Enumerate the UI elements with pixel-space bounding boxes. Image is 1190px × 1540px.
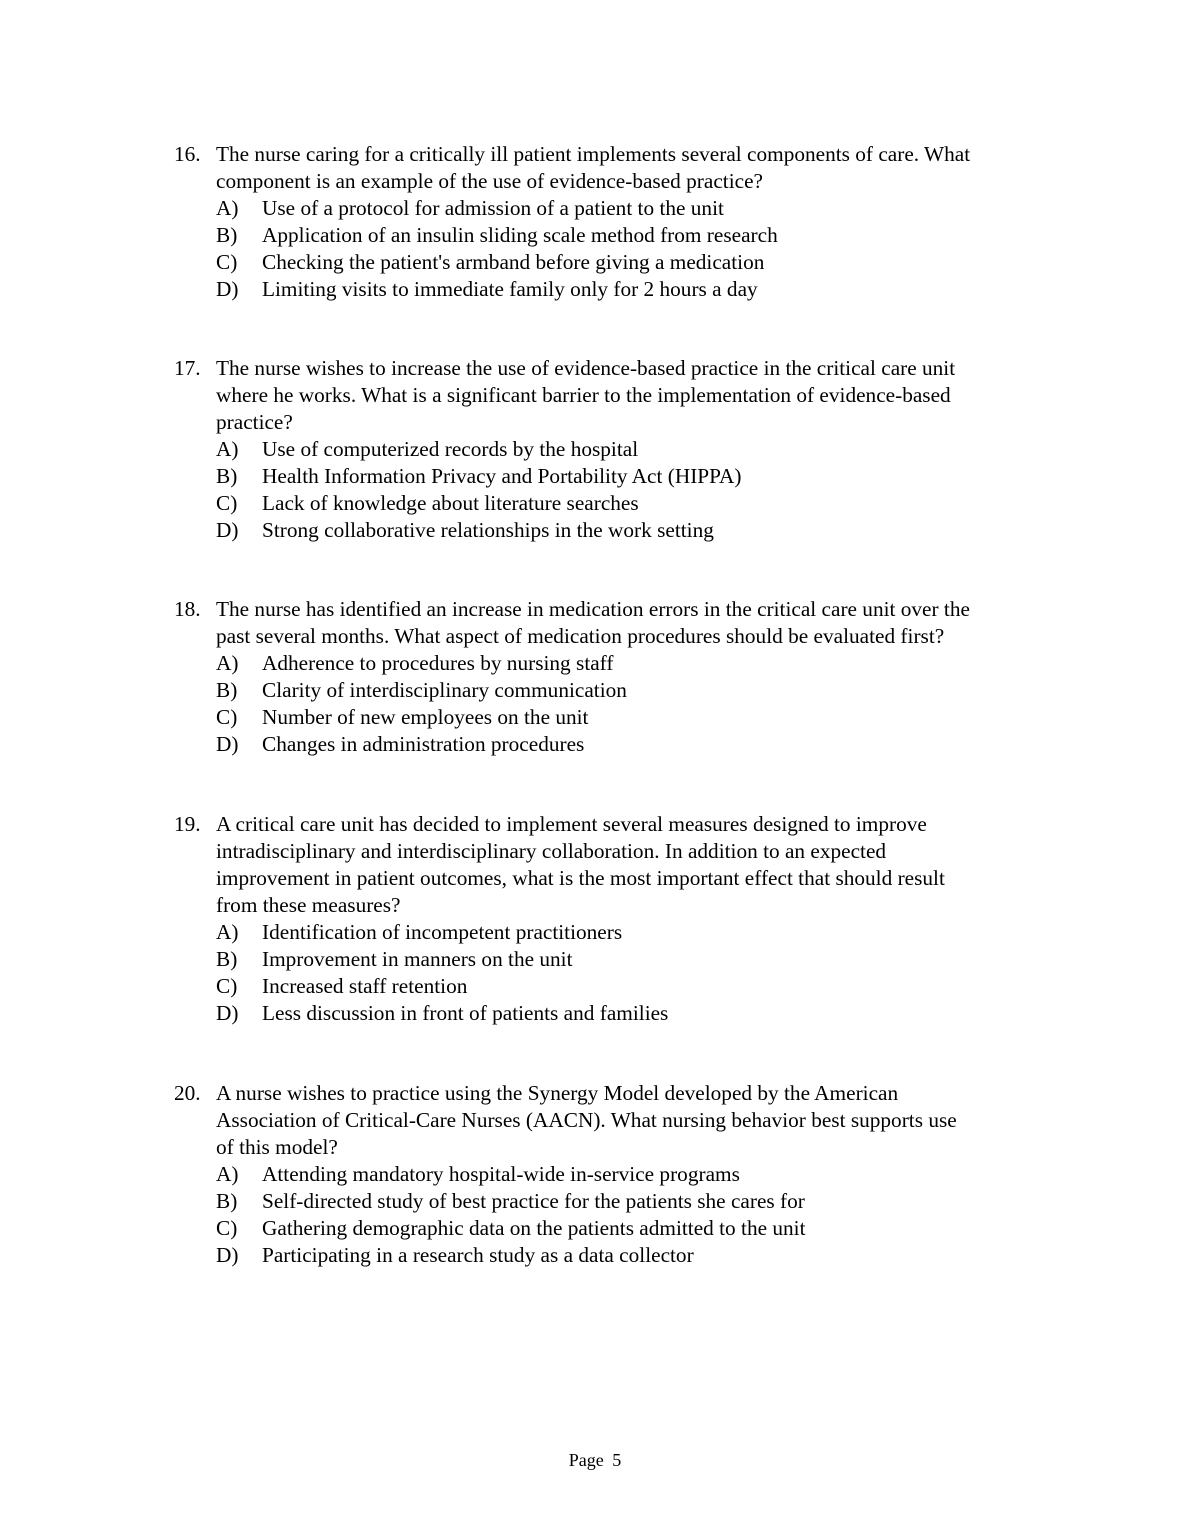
answer-options — [174, 1161, 1054, 1269]
option-text: Improvement in manners on the unit — [262, 947, 573, 971]
question-number: 16. — [174, 142, 201, 166]
option-text: Gathering demographic data on the patients admitted to the unit — [262, 1216, 806, 1240]
option-c — [216, 490, 1054, 517]
option-letter: A) — [216, 920, 239, 944]
option-text: Application of an insulin sliding scale method from research — [262, 223, 778, 247]
option-letter: D) — [216, 732, 239, 756]
option-a — [216, 195, 1054, 222]
question-number: 19. — [174, 812, 201, 836]
question-stem-line: practice? — [216, 410, 293, 434]
option-letter: D) — [216, 1243, 239, 1267]
question-stem — [216, 355, 1054, 436]
option-letter: A) — [216, 196, 239, 220]
option-d — [216, 731, 1054, 758]
answer-options — [174, 436, 1054, 544]
option-letter: A) — [216, 437, 239, 461]
option-text: Attending mandatory hospital-wide in-service programs — [262, 1162, 740, 1186]
question-stem-line: Association of Critical-Care Nurses (AACN). What nursing behavior best supports use — [216, 1108, 957, 1132]
question-stem-line: where he works. What is a significant barrier to the implementation of evidence-based — [216, 383, 951, 407]
option-text: Increased staff retention — [262, 974, 468, 998]
answer-options — [174, 195, 1054, 303]
question-stem-line: past several months. What aspect of medication procedures should be evaluated first? — [216, 624, 945, 648]
option-letter: C) — [216, 705, 238, 729]
option-c — [216, 704, 1054, 731]
option-letter: A) — [216, 1162, 239, 1186]
option-d — [216, 517, 1054, 544]
question-number: 20. — [174, 1081, 201, 1105]
option-letter: B) — [216, 223, 238, 247]
option-a — [216, 436, 1054, 463]
question-stem-line: The nurse wishes to increase the use of evidence-based practice in the critical care unit — [216, 356, 956, 380]
option-text: Use of computerized records by the hospital — [262, 437, 639, 461]
question-19 — [174, 811, 1054, 1027]
question-20 — [174, 1080, 1054, 1269]
option-letter: D) — [216, 518, 239, 542]
option-letter: B) — [216, 678, 238, 702]
question-16 — [174, 141, 1054, 303]
question-stem-line: component is an example of the use of evidence-based practice? — [216, 169, 763, 193]
option-text: Identification of incompetent practitioners — [262, 920, 623, 944]
question-stem-line: improvement in patient outcomes, what is the most important effect that should result — [216, 866, 945, 890]
option-text: Less discussion in front of patients and families — [262, 1001, 669, 1025]
question-17 — [174, 355, 1054, 544]
question-stem-line: A critical care unit has decided to implement several measures designed to improve — [216, 812, 927, 836]
option-a — [216, 650, 1054, 677]
option-text: Limiting visits to immediate family only for 2 hours a day — [262, 277, 758, 301]
question-stem — [216, 1080, 1054, 1161]
option-text: Adherence to procedures by nursing staff — [262, 651, 614, 675]
option-text: Number of new employees on the unit — [262, 705, 589, 729]
option-c — [216, 249, 1054, 276]
option-letter: B) — [216, 464, 238, 488]
option-letter: C) — [216, 491, 238, 515]
option-b — [216, 463, 1054, 490]
option-letter: D) — [216, 277, 239, 301]
question-stem-line: from these measures? — [216, 893, 401, 917]
option-letter: C) — [216, 974, 238, 998]
question-stem-line: The nurse caring for a critically ill patient implements several components of care. What — [216, 142, 971, 166]
option-b — [216, 946, 1054, 973]
question-number: 17. — [174, 356, 201, 380]
option-letter: B) — [216, 947, 238, 971]
question-18 — [174, 596, 1054, 758]
option-letter: B) — [216, 1189, 238, 1213]
option-a — [216, 1161, 1054, 1188]
option-c — [216, 1215, 1054, 1242]
question-stem-line: intradisciplinary and interdisciplinary collaboration. In addition to an expected — [216, 839, 887, 863]
question-stem-line: A nurse wishes to practice using the Synergy Model developed by the American — [216, 1081, 899, 1105]
option-d — [216, 1000, 1054, 1027]
question-stem — [216, 141, 1054, 195]
option-a — [216, 919, 1054, 946]
option-text: Changes in administration procedures — [262, 732, 585, 756]
option-b — [216, 222, 1054, 249]
question-number: 18. — [174, 597, 201, 621]
question-stem-line: of this model? — [216, 1135, 338, 1159]
answer-options — [174, 919, 1054, 1027]
option-d — [216, 276, 1054, 303]
question-stem-line: The nurse has identified an increase in medication errors in the critical care unit over the — [216, 597, 970, 621]
option-d — [216, 1242, 1054, 1269]
option-text: Participating in a research study as a data collector — [262, 1243, 694, 1267]
question-stem — [216, 811, 1054, 919]
option-letter: D) — [216, 1001, 239, 1025]
option-letter: A) — [216, 651, 239, 675]
page-number: Page 5 — [568, 1450, 622, 1470]
option-text: Clarity of interdisciplinary communication — [262, 678, 627, 702]
option-text: Use of a protocol for admission of a patient to the unit — [262, 196, 724, 220]
question-stem — [216, 596, 1054, 650]
answer-options — [174, 650, 1054, 758]
option-text: Checking the patient's armband before giving a medication — [262, 250, 765, 274]
option-b — [216, 1188, 1054, 1215]
option-text: Health Information Privacy and Portability Act (HIPPA) — [262, 464, 742, 488]
option-letter: C) — [216, 250, 238, 274]
option-b — [216, 677, 1054, 704]
option-c — [216, 973, 1054, 1000]
option-letter: C) — [216, 1216, 238, 1240]
option-text: Self-directed study of best practice for the patients she cares for — [262, 1189, 805, 1213]
option-text: Strong collaborative relationships in the work setting — [262, 518, 714, 542]
option-text: Lack of knowledge about literature searches — [262, 491, 639, 515]
